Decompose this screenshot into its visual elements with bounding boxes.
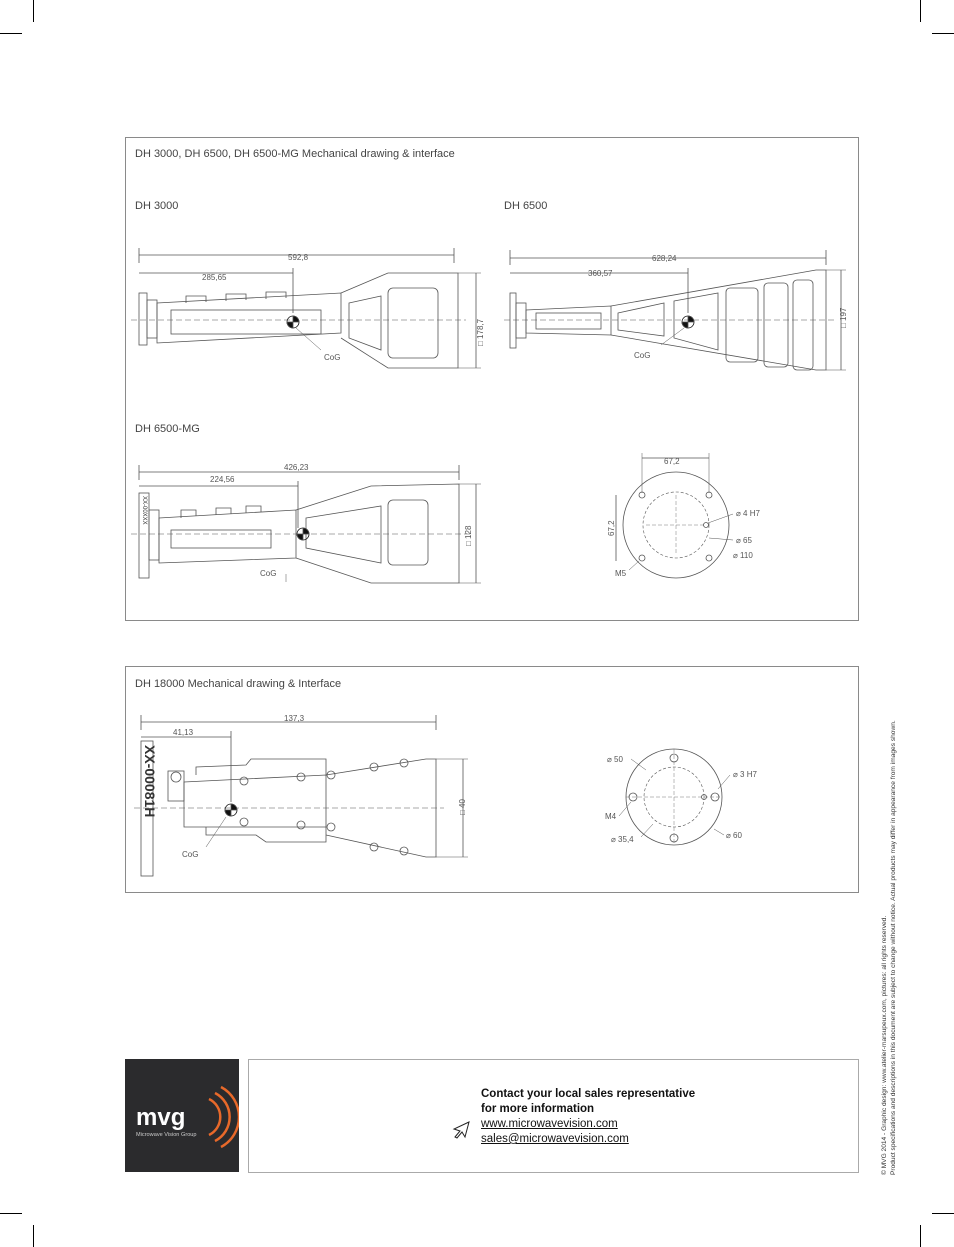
legal-line-1: © MVG 2014 - Graphic design: www.atelier-marsupeux.com, pictures: all rights reserved.: [881, 915, 888, 1175]
flange-hole: ⌀ 4 H7: [736, 509, 760, 518]
dim-total: 628,24: [652, 254, 677, 263]
dim-cog: 360,57: [588, 269, 613, 278]
email-link[interactable]: sales@microwavevision.com: [481, 1133, 629, 1145]
dh3000-drawing: [131, 248, 485, 368]
dh6500mg-plate-text: XX-00XXX: [141, 496, 147, 525]
dh6500mg-drawing: [131, 463, 481, 583]
mechanical-panel-1: [125, 137, 859, 621]
dim-total: 426,23: [284, 463, 309, 472]
flange-inner: ⌀ 65: [736, 536, 752, 545]
website-link[interactable]: www.microwavevision.com: [481, 1118, 618, 1130]
dh6500-drawing: [504, 250, 848, 370]
dh6500mg-label: DH 6500-MG: [135, 423, 200, 435]
crop-mark: [33, 0, 34, 22]
mechanical-panel-2: [125, 666, 859, 893]
dim-total: 137,3: [284, 714, 305, 723]
dim-square: □ 178,7: [476, 318, 485, 346]
dh6500mg-cog-label: CoG: [260, 569, 277, 578]
crop-mark: [0, 33, 22, 34]
dh3000-label: DH 3000: [135, 200, 179, 212]
contact-block: [481, 1087, 695, 1147]
flange-110-drawing: [607, 453, 760, 578]
mvg-brand: mvg: [136, 1104, 186, 1131]
flange-dim-v: 67,2: [607, 520, 616, 536]
flange-thread: M5: [615, 569, 627, 578]
mvg-logo-box: [125, 1059, 239, 1172]
flange-outer: ⌀ 110: [733, 551, 753, 560]
mvg-logo: [125, 1059, 239, 1172]
flange2-d354: ⌀ 35,4: [611, 835, 634, 844]
flange2-d60: ⌀ 60: [726, 831, 742, 840]
dh18000-drawing: [134, 714, 468, 876]
flange-dim-h: 67,2: [664, 457, 680, 466]
crop-mark: [920, 0, 921, 22]
flange-60-drawing: [605, 749, 757, 845]
dim-square: □ 197: [839, 307, 848, 328]
dh6500-cog-label: CoG: [634, 351, 651, 360]
dim-cog: 285,65: [202, 273, 227, 282]
crop-mark: [0, 1213, 22, 1214]
contact-heading-1: Contact your local sales representative: [481, 1088, 696, 1100]
dim-cog: 41,13: [173, 728, 194, 737]
panel2-drawings: [126, 667, 858, 892]
panel-title: DH 3000, DH 6500, DH 6500-MG Mechanical drawing & interface: [135, 148, 455, 160]
flange2-hole: ⌀ 3 H7: [733, 770, 757, 779]
crop-mark: [920, 1225, 921, 1247]
dim-square: □ 128: [464, 525, 473, 546]
crop-mark: [33, 1225, 34, 1247]
panel-title: DH 18000 Mechanical drawing & Interface: [135, 678, 342, 690]
cursor-arrow-icon: [452, 1120, 472, 1140]
mvg-tagline: Microwave Vision Group: [136, 1132, 197, 1138]
dh18000-cog-label: CoG: [182, 850, 199, 859]
contact-heading-2: for more information: [481, 1103, 595, 1115]
crop-mark: [932, 33, 954, 34]
dh18000-plate-text: XX-00081H: [142, 745, 158, 818]
dim-total: 592,8: [288, 253, 309, 262]
panel1-drawings: [126, 138, 858, 620]
dim-square: □ 40: [458, 799, 467, 815]
flange2-thread: M4: [605, 812, 617, 821]
dim-cog: 224,56: [210, 475, 235, 484]
crop-mark: [932, 1213, 954, 1214]
dh6500-label: DH 6500: [504, 200, 548, 212]
legal-text: [880, 720, 898, 1175]
legal-line-2: Product specifications and descriptions in this document are subject to change without notice. Actual products may differ in appearance from images shown.: [890, 720, 897, 1175]
dh3000-cog-label: CoG: [324, 353, 341, 362]
flange2-d50: ⌀ 50: [607, 755, 623, 764]
